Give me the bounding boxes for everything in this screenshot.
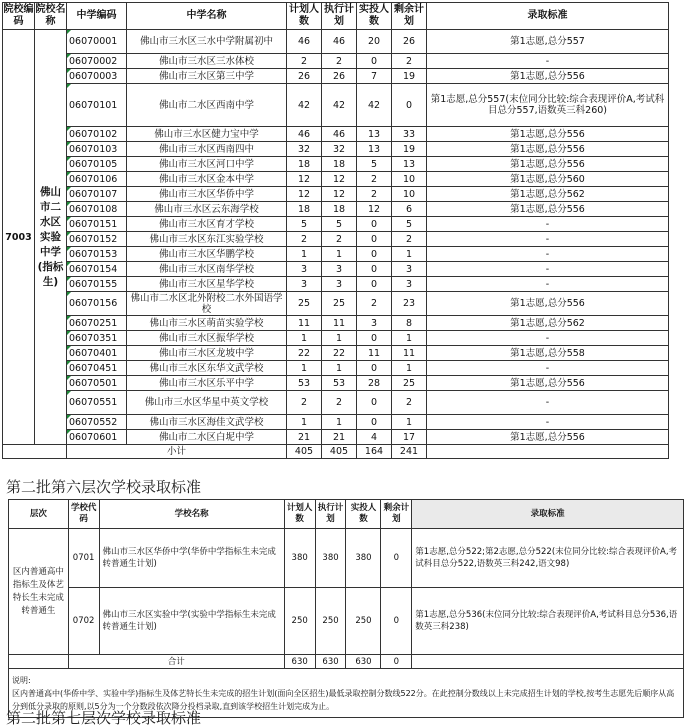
subtotal-actual: 164 (357, 445, 392, 459)
remain-value: 0 (381, 588, 412, 655)
plan-value: 22 (287, 346, 322, 361)
subtotal-exec: 405 (322, 445, 357, 459)
criteria-value: 第1志愿,总分556 (427, 292, 669, 316)
plan-value: 21 (287, 430, 322, 445)
criteria-value: 第1志愿,总分522;第2志愿,总分522(末位同分比较:综合表现评价A,考试科目总分522,语数英三科242,语文98) (412, 529, 684, 588)
header-remain: 剩余计划 (381, 500, 412, 529)
table-row (3, 127, 669, 142)
criteria-value: - (427, 54, 669, 69)
remain-value: 1 (392, 247, 427, 262)
exec-value: 1 (322, 361, 357, 376)
exec-value: 2 (322, 54, 357, 69)
actual-value: 13 (357, 127, 392, 142)
exec-value: 42 (322, 84, 357, 127)
table-row (3, 232, 669, 247)
actual-value: 42 (357, 84, 392, 127)
table-row (3, 157, 669, 172)
total-label: 合计 (68, 655, 284, 669)
table-row (3, 217, 669, 232)
exec-value: 2 (322, 391, 357, 415)
criteria-value: - (427, 232, 669, 247)
school-name: 佛山市二水区北外附校二水外国语学校 (127, 292, 287, 316)
level-cell: 区内普通高中指标生及体艺特长生未完成转普通生 (9, 529, 69, 655)
table-row (3, 202, 669, 217)
header-remain: 剩余计划 (392, 3, 427, 30)
remain-value: 19 (392, 142, 427, 157)
school-name: 佛山市二水区西南中学 (127, 84, 287, 127)
plan-value: 1 (287, 361, 322, 376)
school-code: 06070451 (67, 361, 127, 376)
table-row (3, 69, 669, 84)
actual-value: 0 (357, 391, 392, 415)
exec-value: 46 (322, 127, 357, 142)
school-code: 06070552 (67, 415, 127, 430)
criteria-value: 第1志愿,总分560 (427, 172, 669, 187)
criteria-value: 第1志愿,总分556 (427, 376, 669, 391)
school-code: 0701 (68, 529, 99, 588)
school-code: 06070108 (67, 202, 127, 217)
exec-value: 26 (322, 69, 357, 84)
table-row (3, 54, 669, 69)
school-name: 佛山市三水区乐平中学 (127, 376, 287, 391)
actual-value: 11 (357, 346, 392, 361)
total-empty (9, 655, 69, 669)
actual-value: 0 (357, 277, 392, 292)
plan-value: 53 (287, 376, 322, 391)
subtotal-row (3, 445, 669, 459)
remain-value: 0 (381, 529, 412, 588)
admission-table-schools (2, 2, 669, 459)
school-code: 06070501 (67, 376, 127, 391)
plan-value: 12 (287, 172, 322, 187)
actual-value: 7 (357, 69, 392, 84)
exec-value: 32 (322, 142, 357, 157)
school-name: 佛山市三水区三水体校 (127, 54, 287, 69)
table-row (3, 331, 669, 346)
remain-value: 2 (392, 54, 427, 69)
criteria-value: 第1志愿,总分557 (427, 30, 669, 54)
criteria-value: 第1志愿,总分536(末位同分比较:综合表现评价A,考试科目总分536,语数英三科238) (412, 588, 684, 655)
school-name: 佛山市三水区华侨中学 (127, 187, 287, 202)
school-code: 06070001 (67, 30, 127, 54)
school-code: 06070151 (67, 217, 127, 232)
plan-value: 25 (287, 292, 322, 316)
remain-value: 6 (392, 202, 427, 217)
criteria-value: - (427, 361, 669, 376)
actual-value: 12 (357, 202, 392, 217)
header-actual: 实投人数 (357, 3, 392, 30)
remain-value: 1 (392, 331, 427, 346)
actual-value: 0 (357, 262, 392, 277)
school-code: 06070003 (67, 69, 127, 84)
school-code: 0702 (68, 588, 99, 655)
actual-value: 2 (357, 172, 392, 187)
subtotal-remain: 241 (392, 445, 427, 459)
exec-value: 25 (322, 292, 357, 316)
univ-code: 7003 (3, 30, 35, 445)
header-exec: 执行计划 (315, 500, 346, 529)
school-name: 佛山市三水区西南四中 (127, 142, 287, 157)
plan-value: 1 (287, 247, 322, 262)
header-school-code: 学校代码 (68, 500, 99, 529)
criteria-value: - (427, 331, 669, 346)
table-row (9, 529, 684, 588)
header-plan: 计划人数 (287, 3, 322, 30)
actual-value: 250 (346, 588, 381, 655)
total-row (9, 655, 684, 669)
header-criteria: 录取标准 (412, 500, 684, 529)
total-exec: 630 (315, 655, 346, 669)
actual-value: 0 (357, 217, 392, 232)
exec-value: 380 (315, 529, 346, 588)
table-row (3, 430, 669, 445)
remain-value: 33 (392, 127, 427, 142)
school-name: 佛山市二水区白坭中学 (127, 430, 287, 445)
criteria-value: - (427, 247, 669, 262)
school-name: 佛山市三水区东江实验学校 (127, 232, 287, 247)
school-name: 佛山市三水区华鹏学校 (127, 247, 287, 262)
admission-table-level6 (8, 499, 684, 718)
remain-value: 1 (392, 361, 427, 376)
remain-value: 1 (392, 415, 427, 430)
actual-value: 0 (357, 415, 392, 430)
exec-value: 5 (322, 217, 357, 232)
exec-value: 1 (322, 415, 357, 430)
exec-value: 18 (322, 202, 357, 217)
subtotal-plan: 405 (287, 445, 322, 459)
plan-value: 5 (287, 217, 322, 232)
remain-value: 17 (392, 430, 427, 445)
plan-value: 2 (287, 391, 322, 415)
header-criteria: 录取标准 (427, 3, 669, 30)
criteria-value: - (427, 415, 669, 430)
exec-value: 3 (322, 277, 357, 292)
school-name: 佛山市三水区华星中英文学校 (127, 391, 287, 415)
actual-value: 2 (357, 292, 392, 316)
criteria-value: 第1志愿,总分556 (427, 157, 669, 172)
table-row (3, 391, 669, 415)
school-name: 佛山市三水区华侨中学(华侨中学指标生未完成转普通生计划) (99, 529, 284, 588)
plan-value: 32 (287, 142, 322, 157)
total-plan: 630 (284, 655, 315, 669)
school-name: 佛山市三水区育才学校 (127, 217, 287, 232)
header-plan: 计划人数 (284, 500, 315, 529)
table-row (3, 316, 669, 331)
plan-value: 2 (287, 232, 322, 247)
plan-value: 18 (287, 202, 322, 217)
exec-value: 1 (322, 331, 357, 346)
plan-value: 12 (287, 187, 322, 202)
header-school-name: 学校名称 (99, 500, 284, 529)
school-code: 06070002 (67, 54, 127, 69)
school-code: 06070152 (67, 232, 127, 247)
remain-value: 19 (392, 69, 427, 84)
school-code: 06070156 (67, 292, 127, 316)
subtotal-empty (3, 445, 67, 459)
remain-value: 0 (392, 84, 427, 127)
school-code: 06070153 (67, 247, 127, 262)
exec-value: 12 (322, 187, 357, 202)
school-name: 佛山市三水区健力宝中学 (127, 127, 287, 142)
header-exec: 执行计划 (322, 3, 357, 30)
school-code: 06070351 (67, 331, 127, 346)
subtotal-criteria-empty (427, 445, 669, 459)
school-name: 佛山市三水区海佳文武学校 (127, 415, 287, 430)
plan-value: 2 (287, 54, 322, 69)
total-actual: 630 (346, 655, 381, 669)
plan-value: 380 (284, 529, 315, 588)
criteria-value: 第1志愿,总分562 (427, 316, 669, 331)
exec-value: 12 (322, 172, 357, 187)
table-row (3, 361, 669, 376)
school-name: 佛山市三水区振华学校 (127, 331, 287, 346)
school-code: 06070401 (67, 346, 127, 361)
exec-value: 21 (322, 430, 357, 445)
school-name: 佛山市三水区第三中学 (127, 69, 287, 84)
plan-value: 3 (287, 277, 322, 292)
remain-value: 3 (392, 262, 427, 277)
exec-value: 250 (315, 588, 346, 655)
criteria-value: 第1志愿,总分556 (427, 127, 669, 142)
remain-value: 5 (392, 217, 427, 232)
actual-value: 3 (357, 316, 392, 331)
actual-value: 4 (357, 430, 392, 445)
exec-value: 46 (322, 30, 357, 54)
school-name: 佛山市三水区东华文武学校 (127, 361, 287, 376)
table-row (3, 262, 669, 277)
remain-value: 3 (392, 277, 427, 292)
plan-value: 46 (287, 30, 322, 54)
school-name: 佛山市三水区南华学校 (127, 262, 287, 277)
header-school-code: 中学编码 (67, 3, 127, 30)
school-name: 佛山市三水区金本中学 (127, 172, 287, 187)
plan-value: 3 (287, 262, 322, 277)
criteria-value: 第1志愿,总分562 (427, 187, 669, 202)
plan-value: 1 (287, 415, 322, 430)
criteria-value: 第1志愿,总分556 (427, 202, 669, 217)
school-code: 06070154 (67, 262, 127, 277)
plan-value: 1 (287, 331, 322, 346)
section-title-level6: 第二批第六层次学校录取标准 (6, 478, 202, 496)
criteria-value: 第1志愿,总分556 (427, 69, 669, 84)
school-code: 06070155 (67, 277, 127, 292)
plan-value: 26 (287, 69, 322, 84)
exec-value: 3 (322, 262, 357, 277)
table-row (3, 187, 669, 202)
table-row (3, 415, 669, 430)
header-school-name: 中学名称 (127, 3, 287, 30)
plan-value: 11 (287, 316, 322, 331)
table-row (3, 172, 669, 187)
subtotal-label: 小计 (67, 445, 287, 459)
remain-value: 10 (392, 172, 427, 187)
exec-value: 11 (322, 316, 357, 331)
remain-value: 2 (392, 391, 427, 415)
school-name: 佛山市三水区龙坡中学 (127, 346, 287, 361)
table-row (3, 277, 669, 292)
criteria-value: - (427, 391, 669, 415)
criteria-value: 第1志愿,总分556 (427, 142, 669, 157)
actual-value: 0 (357, 247, 392, 262)
remain-value: 2 (392, 232, 427, 247)
table-row (3, 346, 669, 361)
univ-name: 佛山市二水区实验中学(指标生) (35, 30, 67, 445)
remain-value: 10 (392, 187, 427, 202)
actual-value: 0 (357, 54, 392, 69)
remain-value: 25 (392, 376, 427, 391)
table-row (3, 84, 669, 127)
plan-value: 250 (284, 588, 315, 655)
school-code: 06070105 (67, 157, 127, 172)
school-name: 佛山市三水区萌苗实验学校 (127, 316, 287, 331)
remain-value: 8 (392, 316, 427, 331)
section-title-level7: 第二批第七层次学校录取标准 (6, 709, 202, 727)
table-row (3, 142, 669, 157)
school-code: 06070103 (67, 142, 127, 157)
table-row (3, 247, 669, 262)
actual-value: 28 (357, 376, 392, 391)
criteria-value: - (427, 277, 669, 292)
exec-value: 22 (322, 346, 357, 361)
table-row (3, 292, 669, 316)
header-actual: 实投人数 (346, 500, 381, 529)
exec-value: 53 (322, 376, 357, 391)
table-header-row (3, 3, 669, 30)
remain-value: 13 (392, 157, 427, 172)
remain-value: 11 (392, 346, 427, 361)
table-row (9, 588, 684, 655)
plan-value: 42 (287, 84, 322, 127)
table-row (3, 376, 669, 391)
header-level: 层次 (9, 500, 69, 529)
school-name: 佛山市三水区三水中学附属初中 (127, 30, 287, 54)
actual-value: 13 (357, 142, 392, 157)
criteria-value: 第1志愿,总分558 (427, 346, 669, 361)
header-univ-code: 院校编码 (3, 3, 35, 30)
school-code: 06070551 (67, 391, 127, 415)
school-code: 06070102 (67, 127, 127, 142)
actual-value: 5 (357, 157, 392, 172)
actual-value: 380 (346, 529, 381, 588)
actual-value: 0 (357, 232, 392, 247)
table-row (3, 30, 669, 54)
exec-value: 1 (322, 247, 357, 262)
actual-value: 0 (357, 331, 392, 346)
school-name: 佛山市三水区星华学校 (127, 277, 287, 292)
criteria-value: 第1志愿,总分556 (427, 430, 669, 445)
notes-content: 说明: 区内普通高中(华侨中学、实验中学)指标生及体艺特长生未完成的招生计划(面向全区招生)最低录取控制分数线522分。在此控制分数线以上未完成招生计划的学校,按考生志愿先后顺序从高分到低分录取的原则,以5分为一个分数段依次降分投档录取,直到该学校招生计划完成为止。 (12, 675, 675, 711)
criteria-value: - (427, 217, 669, 232)
header-univ-name: 院校名称 (35, 3, 67, 30)
remain-value: 23 (392, 292, 427, 316)
exec-value: 18 (322, 157, 357, 172)
school-code: 06070251 (67, 316, 127, 331)
plan-value: 18 (287, 157, 322, 172)
actual-value: 20 (357, 30, 392, 54)
total-remain: 0 (381, 655, 412, 669)
actual-value: 0 (357, 361, 392, 376)
school-name: 佛山市三水区河口中学 (127, 157, 287, 172)
school-code: 06070106 (67, 172, 127, 187)
exec-value: 2 (322, 232, 357, 247)
remain-value: 26 (392, 30, 427, 54)
school-code: 06070107 (67, 187, 127, 202)
school-name: 佛山市三水区云东海学校 (127, 202, 287, 217)
school-code: 06070101 (67, 84, 127, 127)
total-criteria-empty (412, 655, 684, 669)
school-code: 06070601 (67, 430, 127, 445)
criteria-value: - (427, 262, 669, 277)
criteria-value: 第1志愿,总分557(末位同分比较:综合表现评价A,考试科目总分557,语数英三科260) (427, 84, 669, 127)
plan-value: 46 (287, 127, 322, 142)
actual-value: 2 (357, 187, 392, 202)
school-name: 佛山市三水区实验中学(实验中学指标生未完成转普通生计划) (99, 588, 284, 655)
table-header-row (9, 500, 684, 529)
